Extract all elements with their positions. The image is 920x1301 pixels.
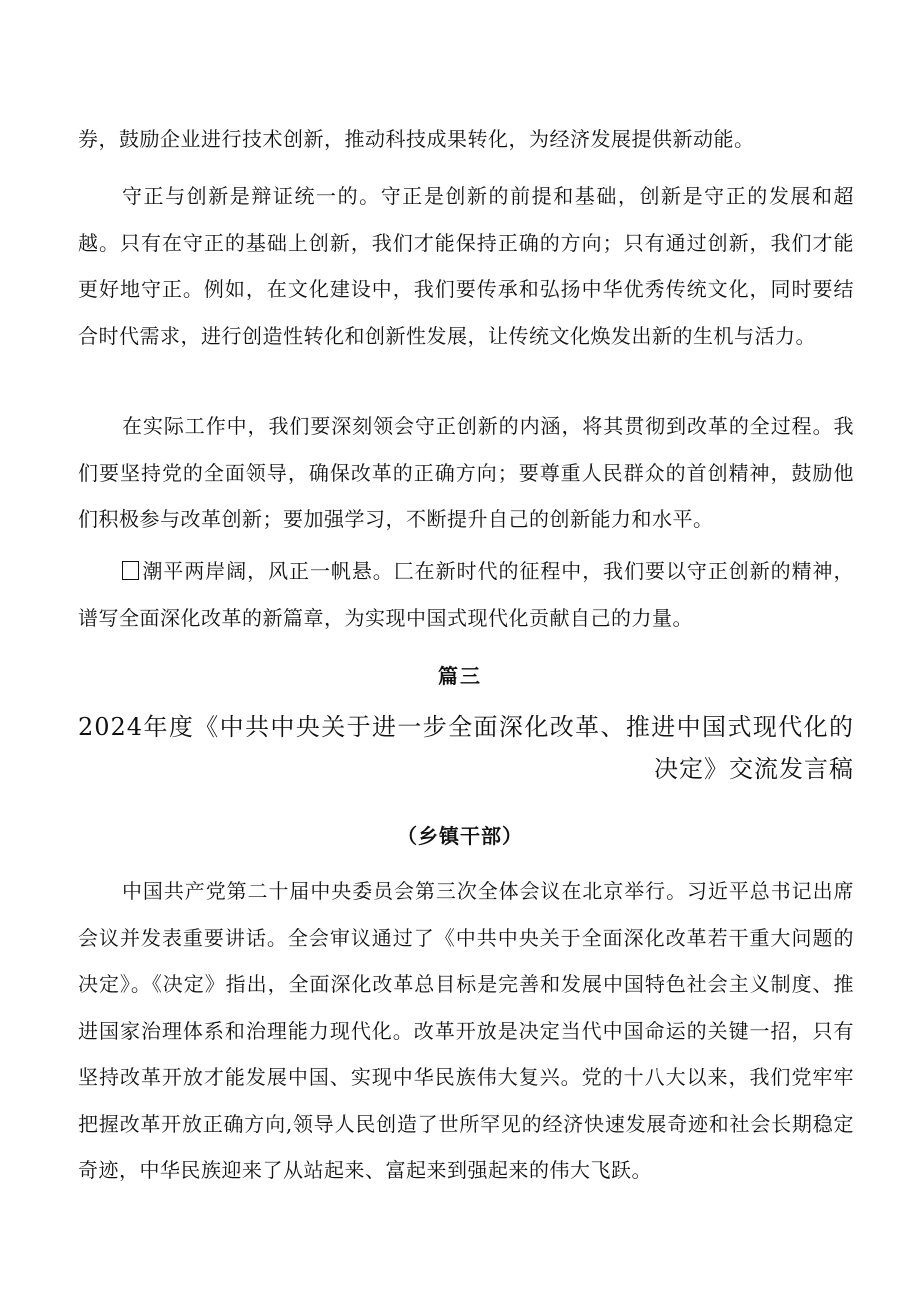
paragraph-closing bbox=[78, 548, 854, 641]
document-title: 2024年度《中共中央关于进一步全面深化改革、推进中国式现代化的决定》交流发言稿 bbox=[78, 713, 854, 783]
document-subtitle: （乡镇干部） bbox=[397, 824, 523, 848]
placeholder-box-icon bbox=[122, 561, 139, 580]
paragraph-continuation: 券，鼓励企业进行技术创新，推动科技成果转化，为经济发展提供新动能。 bbox=[78, 127, 755, 151]
paragraph-dialectic: 守正与创新是辩证统一的。守正是创新的前提和基础，创新是守正的发展和超越。只有在守正的基础上创新，我们才能保持正确的方向；只有通过创新，我们才能更好地守正。例如，在文化建设中，我们要传承和弘扬中华优秀传统文化，同时要结合时代需求，进行创造性转化和创新性发展，让传统文化焕发出新的生机与活力。 bbox=[78, 184, 854, 348]
paragraph-plenum: 中国共产党第二十届中央委员会第三次全体会议在北京举行。习近平总书记出席会议并发表重要讲话。全会审议通过了《中共中央关于全面深化改革若干重大问题的决定》。《决定》指出，全面深化改革总目标是完善和发展中国特色社会主义制度、推进国家治理体系和治理能力现代化。改革开放是决定当代中国命运的关键一招，只有坚持改革开放才能发展中国、实现中华民族伟大复兴。党的十八大以来，我们党牢牢把握改革开放正确方向,领导人民创造了世所罕见的经济快速发展奇迹和社会长期稳定奇迹，中华民族迎来了从站起来、富起来到强起来的伟大飞跃。 bbox=[78, 879, 854, 1182]
section-label: 篇三 bbox=[438, 664, 482, 688]
paragraph-practice: 在实际工作中，我们要深刻领会守正创新的内涵，将其贯彻到改革的全过程。我们要坚持党的全面领导，确保改革的正确方向；要尊重人民群众的首创精神，鼓励他们积极参与改革创新；要加强学习，不断提升自己的创新能力和水平。 bbox=[78, 414, 854, 531]
paragraph-closing-text: 潮平两岸阔，风正一帆悬。匚在新时代的征程中，我们要以守正创新的精神，谱写全面深化改革的新篇章，为实现中国式现代化贡献自己的力量。 bbox=[78, 559, 854, 630]
